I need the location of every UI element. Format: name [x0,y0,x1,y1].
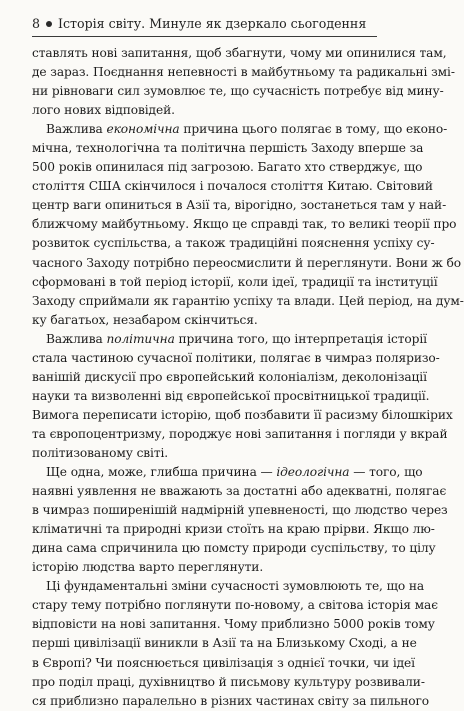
text-line: про поділ праці, духівництво й письмову культуру розвивали- [32,674,425,689]
emphasis-word: економічна [106,122,180,137]
text-line: 500 років опинилася під загрозою. Багато хто стверджує, що [32,160,423,175]
emphasis-word: політична [106,331,175,346]
emphasis-word: ідеологічна [276,465,350,480]
text-line: сформовані в той період історії, коли ідеї, традиції та інституції [32,274,438,289]
text-line: Важлива політична причина того, що інтерпретація історії [46,331,427,346]
text-line: в Європі? Чи пояснюється цивілізація з однієї точки, чи ідеї [32,655,415,670]
text-line: ближчому майбутньому. Якщо це справді так, то великі теорії про [32,217,457,232]
text-line: центр ваги опиниться в Азії та, вірогідно, зостанеться там у най- [32,198,447,213]
text-line: Вимога переписати історію, щоб позбавити її расизму білошкірих [32,407,453,422]
text-line: політизованому світі. [32,445,169,460]
text-line: мічна, технологічна та політична першість Заходу вперше за [32,141,424,156]
text-line: ванішій дискусії про європейський колоніалізм, деколонізації [32,369,427,384]
text-line: лого нових відповідей. [32,103,175,118]
page-number: 8 [32,16,41,31]
header-rule [32,36,377,37]
text-line: де зараз. Поєднання непевності в майбутньому та радикальні змі- [32,65,455,80]
text-line: науки та визволенні від європейської просвітницької традиції. [32,388,430,403]
running-header [32,16,382,32]
text-line: відповісти на нові запитання. Чому приблизно 5000 років тому [32,617,435,632]
text-line: століття США скінчилося і почалося століття Китаю. Світовий [32,179,433,194]
text-line: розвиток суспільства, а також традиційні пояснення успіху су- [32,236,435,251]
text-line: Заходу сприймали як гарантію успіху та влади. Цей період, на дум- [32,293,464,308]
text-line: Важлива економічна причина цього полягає в тому, що еконо- [46,122,448,137]
text-line: наявні уявлення не вважають за достатні або адекватні, полягає [32,484,447,499]
body-text [32,44,464,711]
text-line: дина сама спричинила цю помсту природи суспільству, то цілу [32,541,436,556]
text-line: історію людства варто переглянути. [32,560,264,575]
text-line: перші цивілізації виникли в Азії та на Близькому Сході, а не [32,636,417,651]
text-line: стару тему потрібно поглянути по-новому, а світова історія має [32,598,438,613]
text-line: кліматичні та природні кризи стоїть на краю прірви. Якщо лю- [32,522,435,537]
text-line: Ще одна, може, глибша причина — ідеологічна — того, що [46,465,423,480]
running-title: Історія світу. Минуле як дзеркало сьогодення [58,16,367,31]
text-line: Ці фундаментальні зміни сучасності зумовлюють те, що на [46,579,425,594]
text-line: в чимраз поширенішій надмірній упевненості, що людство через [32,503,448,518]
text-line: стала частиною сучасної політики, полягає в чимраз поляризо- [32,350,440,365]
text-line: ставлять нові запитання, щоб збагнути, чому ми опинилися там, [32,46,447,60]
text-line: та європоцентризму, породжує нові запитання і погляди у вкрай [32,426,448,441]
text-line: ку багатьох, незабаром скінчиться. [32,312,258,327]
text-line: часного Заходу потрібно переосмислити й переглянути. Вони ж бо [32,255,461,270]
text-line: ни рівноваги сил зумовлює те, що сучасність потребує від мину- [32,84,444,99]
bullet-dot-icon [46,21,52,27]
text-line: ся приблизно паралельно в різних частинах світу за пильного [32,693,430,708]
